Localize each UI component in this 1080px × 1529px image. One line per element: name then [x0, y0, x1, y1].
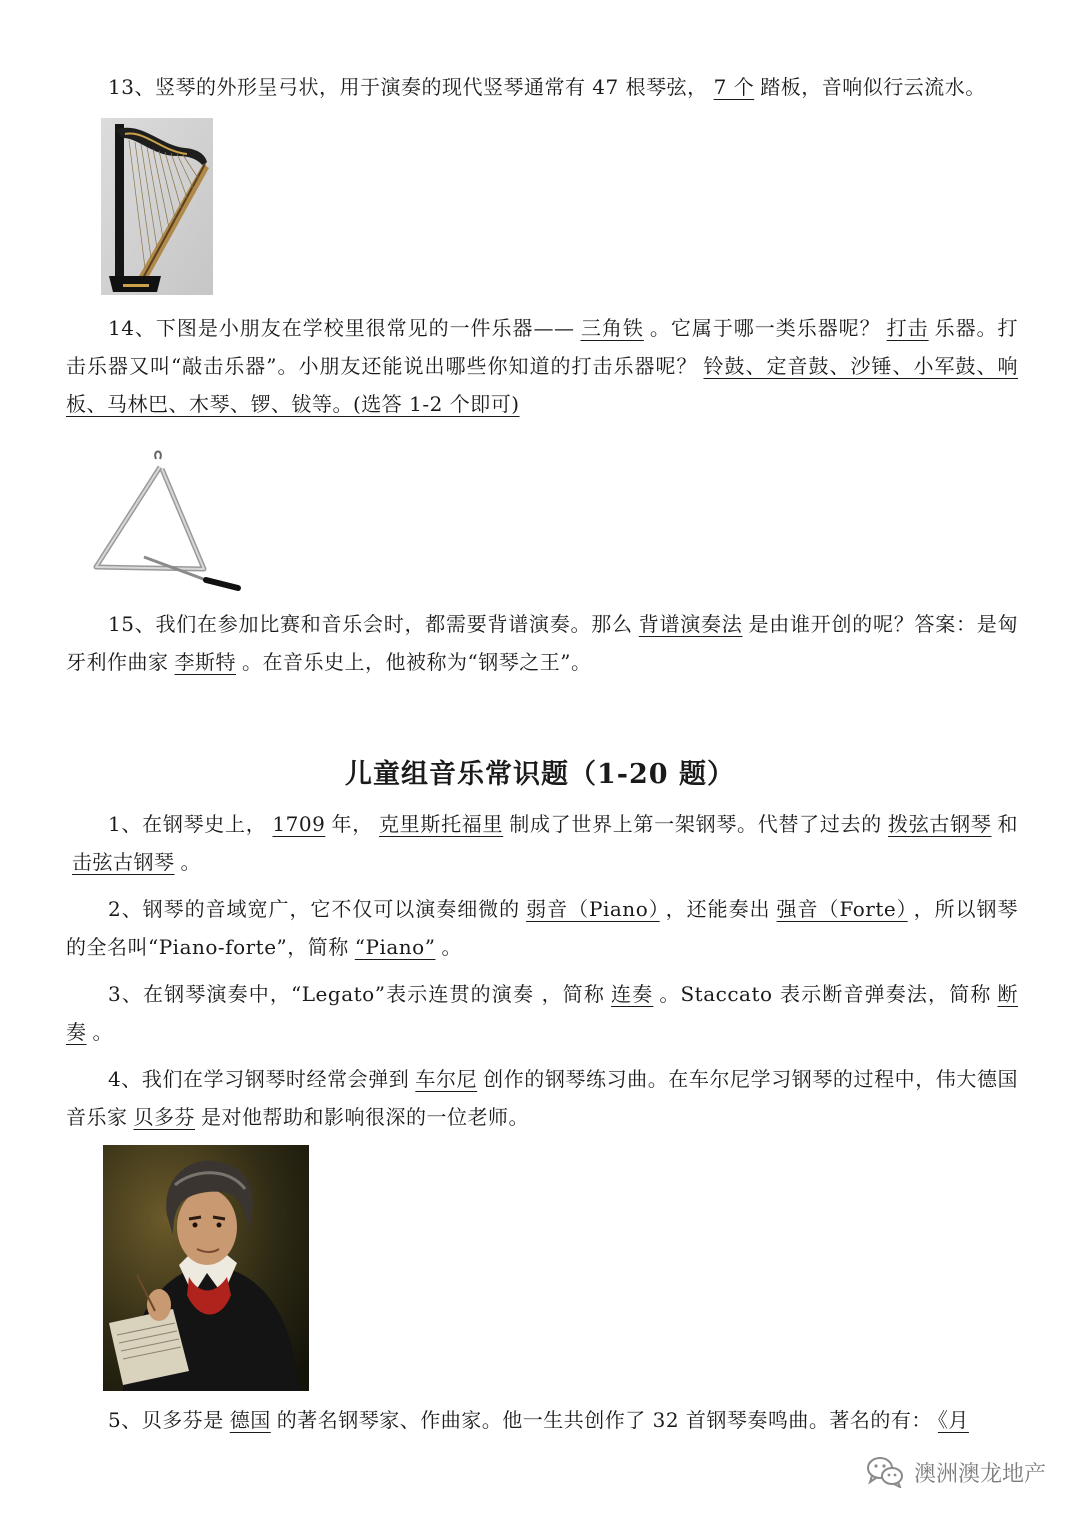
answer-blank: “Piano”	[354, 935, 436, 959]
answer-blank: 车尔尼	[415, 1067, 478, 1091]
child-question-5: 5、贝多芬是 德国 的著名钢琴家、作曲家。他一生共创作了 32 首钢琴奏鸣曲。著名的有： 《月	[66, 1401, 1018, 1439]
question-number: 14、	[108, 316, 156, 340]
answer-blank: 击弦古钢琴	[72, 850, 175, 874]
answer-blank: 连奏	[611, 982, 654, 1006]
answer-blank: 1709	[272, 812, 326, 836]
wechat-watermark	[866, 1456, 1046, 1488]
question-number: 2、	[108, 897, 143, 921]
answer-blank: 强音（Forte）	[776, 897, 908, 921]
child-question-2: 2、钢琴的音域宽广，它不仅可以演奏细微的 弱音（Piano） ，还能奏出 强音（Forte） ，所以钢琴的全名叫“Piano-forte”，简称 “Piano” 。	[66, 897, 1019, 959]
child-question-4: 4、我们在学习钢琴时经常会弹到 车尔尼 创作的钢琴练习曲。在车尔尼学习钢琴的过程中，伟大德国音乐家 贝多芬 是对他帮助和影响很深的一位老师。	[66, 1067, 1019, 1129]
answer-blank: 7 个	[713, 75, 755, 99]
child-question-1: 1、在钢琴史上， 1709 年， 克里斯托福里 制成了世界上第一架钢琴。代替了过去的 拨弦古钢琴 和击弦古钢琴 。	[66, 805, 1018, 881]
answer-blank: 打击	[886, 316, 929, 340]
answer-blank: 三角铁	[580, 316, 644, 340]
question-number: 15、	[108, 612, 156, 636]
question-number: 3、	[108, 982, 144, 1006]
question-number: 1、	[108, 812, 143, 836]
answer-blank: 克里斯托福里	[378, 812, 504, 836]
answer-blank: 断奏	[66, 982, 1018, 1044]
answer-blank: 背谱演奏法	[638, 612, 743, 636]
question-number: 4、	[108, 1067, 142, 1091]
triangle-photo	[86, 445, 242, 593]
question-number: 5、	[108, 1408, 142, 1432]
question-number: 13、	[108, 75, 155, 99]
answer-blank: 德国	[229, 1408, 271, 1432]
question-13: 13、竖琴的外形呈弓状，用于演奏的现代竖琴通常有 47 根琴弦， 7 个 踏板，音响似行云流水。	[66, 68, 1018, 106]
beethoven-portrait	[103, 1145, 309, 1391]
answer-blank: 《月	[937, 1408, 969, 1432]
child-question-3: 3、在钢琴演奏中，“Legato”表示连贯的演奏 ，简称 连奏 。Staccato 表示断音弹奏法，简称 断奏 。	[66, 982, 1018, 1044]
answer-blank: 李斯特	[174, 650, 236, 674]
question-15: 15、我们在参加比赛和音乐会时，都需要背谱演奏。那么 背谱演奏法 是由谁开创的呢？答案：是匈牙利作曲家 李斯特 。在音乐史上，他被称为“钢琴之王”。	[66, 612, 1019, 674]
question-14: 14、下图是小朋友在学校里很常见的一件乐器—— 三角铁 。它属于哪一类乐器呢？ 打击 乐器。打击乐器又叫“敲击乐器”。小朋友还能说出哪些你知道的打击乐器呢？ 铃鼓、定音鼓、沙锤、小军鼓、响板、马林巴、木琴、锣、钹等。(选答 1-2 个即可)	[66, 316, 1019, 416]
section-title: 儿童组音乐常识题（1-20 题）	[345, 759, 735, 790]
wechat-icon	[866, 1456, 904, 1488]
answer-blank: 贝多芬	[133, 1105, 195, 1129]
answer-blank: 铃鼓、定音鼓、沙锤、小军鼓、响板、马林巴、木琴、锣、钹等。(选答 1-2 个即可)	[66, 354, 1018, 416]
answer-blank: 弱音（Piano）	[526, 897, 660, 921]
harp-photo	[101, 118, 213, 295]
watermark-text: 澳洲澳龙地产	[913, 1461, 1046, 1487]
answer-blank: 拨弦古钢琴	[888, 812, 992, 836]
